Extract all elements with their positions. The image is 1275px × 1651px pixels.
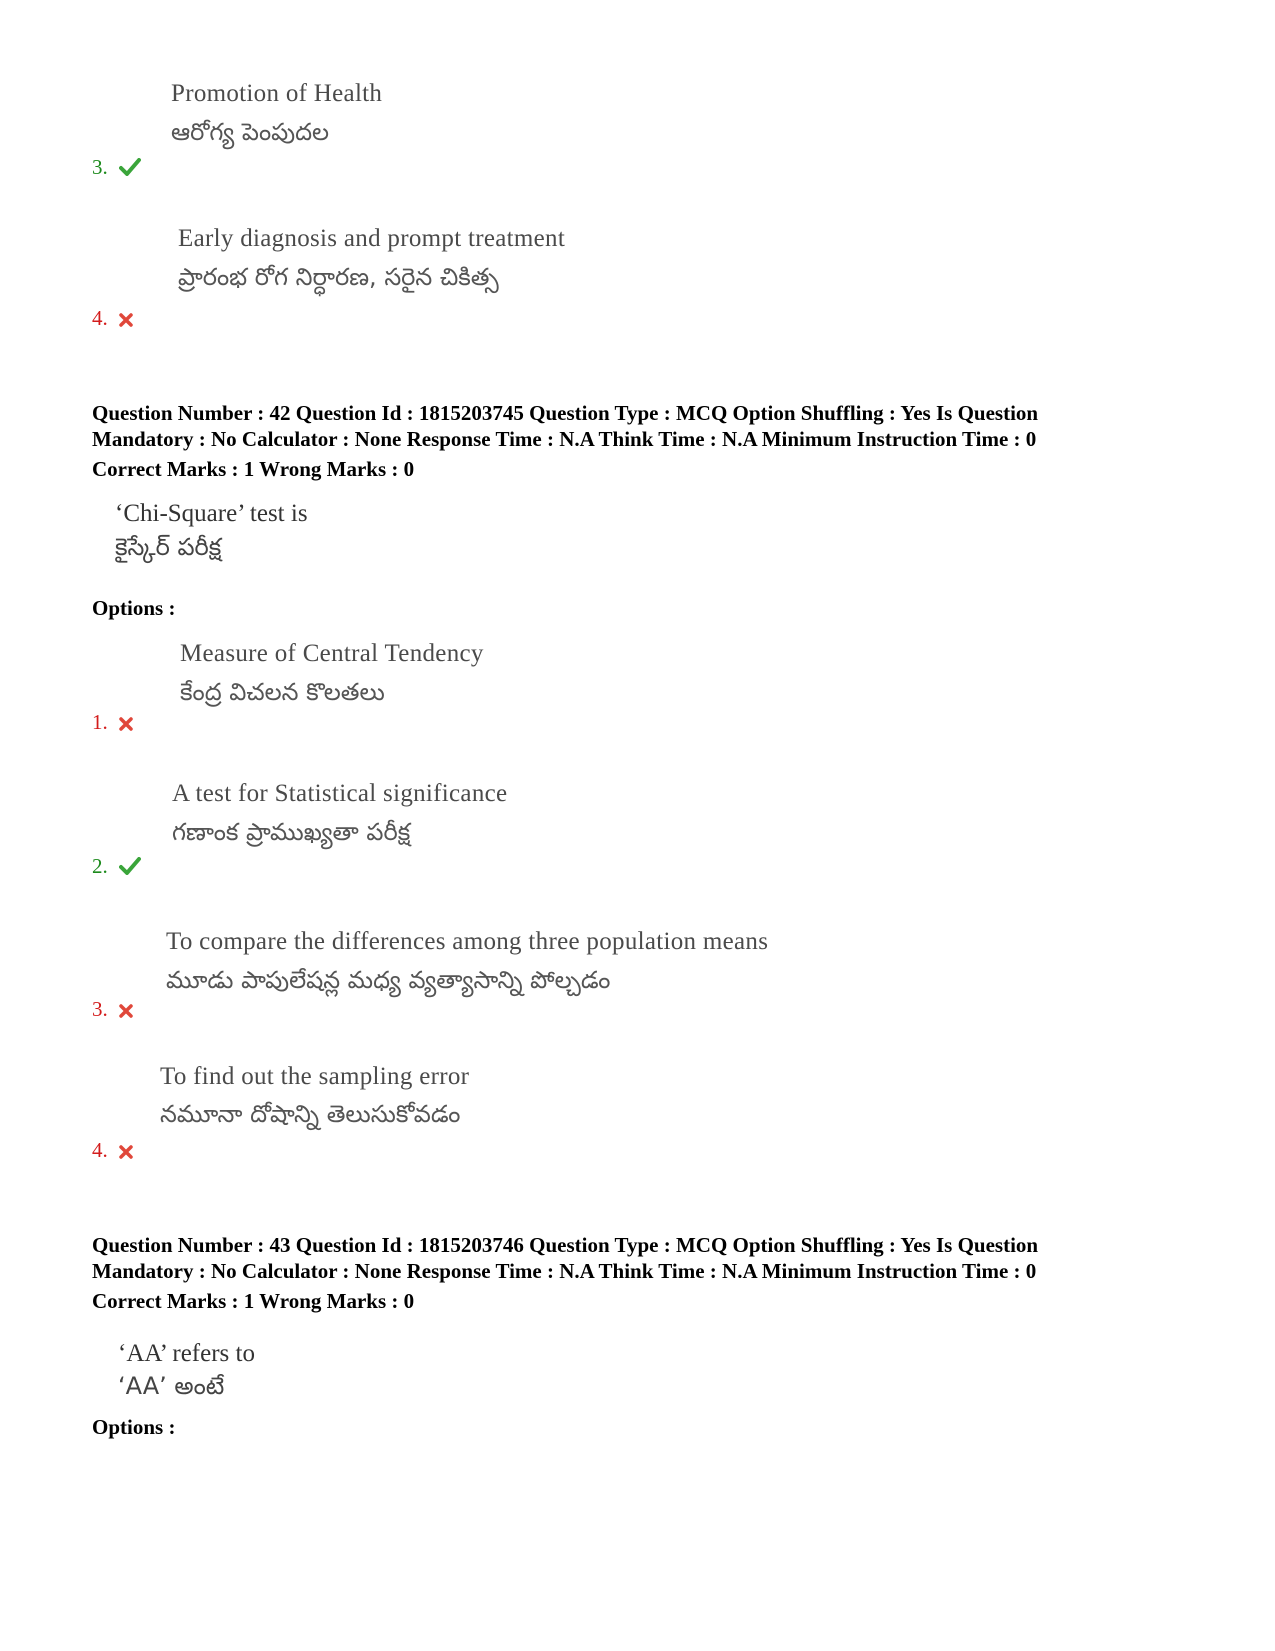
option-text-te: గణాంక ప్రాముఖ్యతా పరీక్ష bbox=[172, 818, 411, 846]
question-text-en: ‘Chi-Square’ test is bbox=[115, 500, 308, 527]
cross-icon bbox=[119, 999, 133, 1024]
question-marks: Correct Marks : 1 Wrong Marks : 0 bbox=[92, 1289, 415, 1313]
question-text-en: ‘AA’ refers to bbox=[118, 1340, 255, 1367]
option-text-te: ప్రారంభ రోగ నిర్ధారణ, సరైన చికిత్స bbox=[178, 263, 499, 291]
option-number: 3. bbox=[92, 155, 141, 182]
cross-icon bbox=[119, 712, 133, 737]
question-meta: Question Number : 43 Question Id : 1815203746 Question Type : MCQ Option Shuffling : Yes Is Question Mandatory : No Calculator : None Response Time : N.A Think Time : N.A Minimum Instruction Time : 0 bbox=[92, 1233, 1039, 1283]
option-number: 3. bbox=[92, 997, 133, 1024]
option-number: 2. bbox=[92, 854, 141, 881]
option-text-te: మూడు పాపులేషన్ల మధ్య వ్యత్యాసాన్ని పోల్చడం bbox=[166, 966, 611, 994]
option-text-en: To find out the sampling error bbox=[160, 1063, 470, 1090]
option-text-en: To compare the differences among three population means bbox=[166, 928, 769, 955]
cross-icon bbox=[119, 308, 133, 333]
option-text-te: ఆరోగ్య పెంపుదల bbox=[171, 118, 330, 146]
question-text-te: కైస్కేర్ పరీక్ష bbox=[115, 533, 222, 561]
option-number: 4. bbox=[92, 1138, 133, 1165]
option-number: 1. bbox=[92, 710, 133, 737]
option-text-en: Measure of Central Tendency bbox=[180, 640, 484, 667]
option-text-te: కేంద్ర విచలన కొలతలు bbox=[180, 678, 385, 706]
check-icon bbox=[119, 157, 141, 182]
option-text-te: నమూనా దోషాన్ని తెలుసుకోవడం bbox=[160, 1100, 461, 1128]
check-icon bbox=[119, 856, 141, 881]
question-text-te: ‘AA’ అంటే bbox=[118, 1372, 225, 1400]
option-number: 4. bbox=[92, 306, 133, 333]
question-meta: Question Number : 42 Question Id : 1815203745 Question Type : MCQ Option Shuffling : Yes Is Question Mandatory : No Calculator : None Response Time : N.A Think Time : N.A Minimum Instruction Time : 0 bbox=[92, 401, 1039, 451]
option-text-en: Promotion of Health bbox=[171, 80, 383, 107]
option-text-en: A test for Statistical significance bbox=[172, 780, 508, 807]
options-label: Options : bbox=[92, 1415, 176, 1439]
cross-icon bbox=[119, 1140, 133, 1165]
options-label: Options : bbox=[92, 596, 176, 620]
option-text-en: Early diagnosis and prompt treatment bbox=[178, 225, 566, 252]
question-marks: Correct Marks : 1 Wrong Marks : 0 bbox=[92, 457, 415, 481]
